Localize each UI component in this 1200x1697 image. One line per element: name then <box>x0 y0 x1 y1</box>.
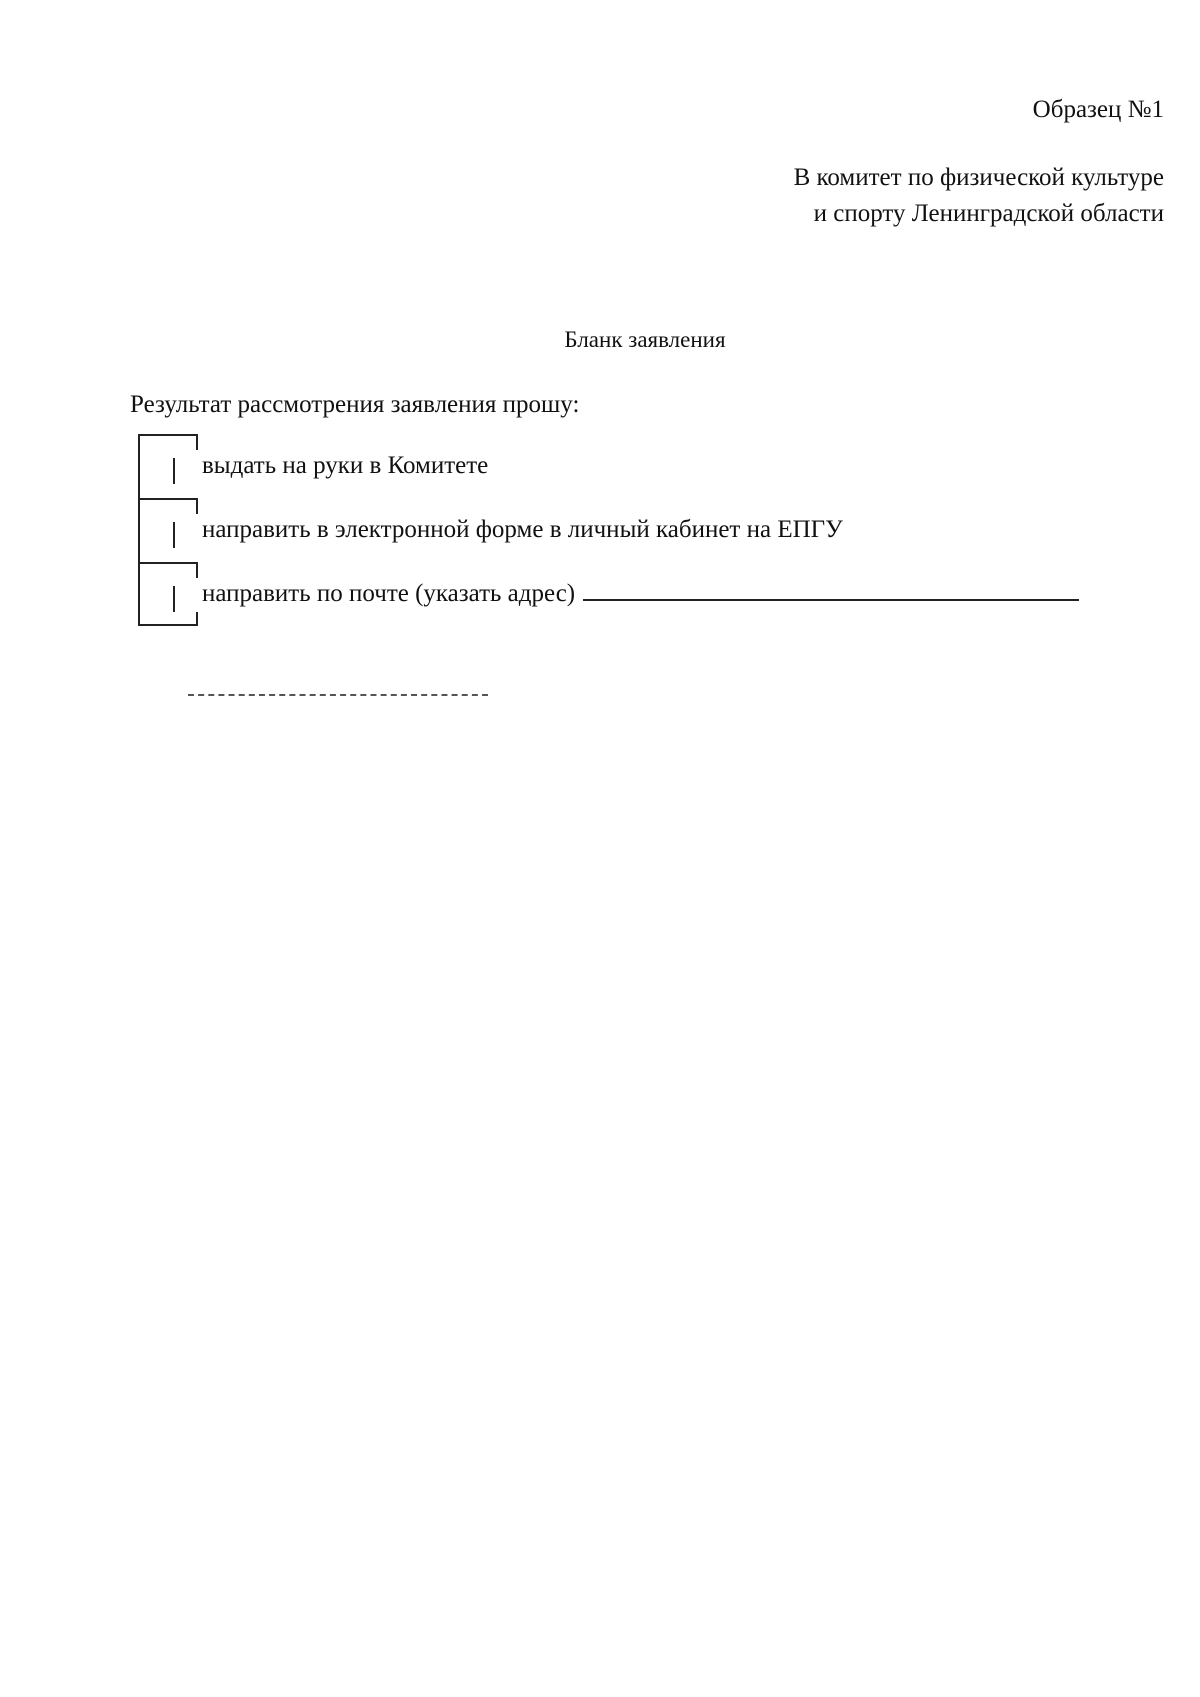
delivery-options <box>138 434 1079 626</box>
checkbox-post[interactable] <box>138 562 198 626</box>
option-post <box>138 562 1079 626</box>
option-label-post <box>202 580 1079 608</box>
addressee-block <box>794 160 1164 232</box>
checkbox-handover[interactable] <box>138 434 198 498</box>
checkbox-electronic[interactable] <box>138 498 198 562</box>
addressee-line-2: и спорту Ленинградской области <box>813 200 1164 227</box>
footnote-separator <box>188 694 488 696</box>
option-label-electronic: направить в электронной форме в личный кабинет на ЕПГУ <box>202 516 843 543</box>
option-handover <box>138 434 1079 498</box>
sample-number: Образец №1 <box>1032 96 1164 123</box>
option-label-post-text: направить по почте (указать адрес) <box>202 580 576 607</box>
request-intro: Результат рассмотрения заявления прошу: <box>130 391 580 418</box>
option-label-handover: выдать на руки в Комитете <box>202 452 489 479</box>
addressee-line-1: В комитет по физической культуре <box>793 164 1164 191</box>
option-electronic <box>138 498 1079 562</box>
address-input-line[interactable] <box>583 581 1079 601</box>
form-title: Бланк заявления <box>564 327 726 352</box>
